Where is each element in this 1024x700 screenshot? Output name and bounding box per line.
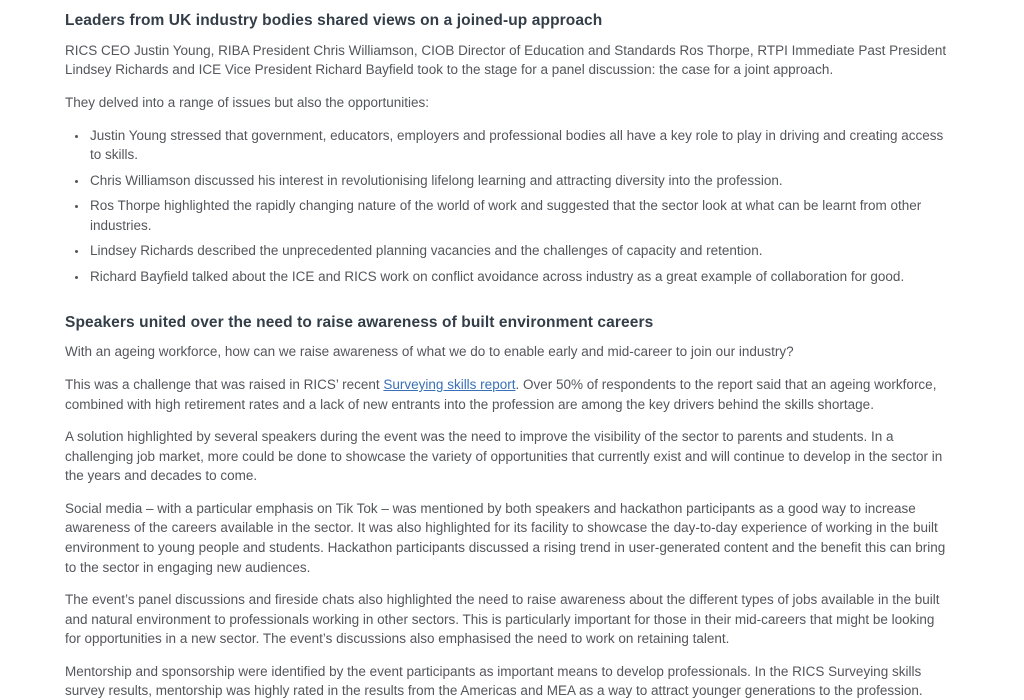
article-content xyxy=(65,0,951,700)
list-item-chris-williamson: • Chris Williamson discussed his interest in revolutionising lifelong learning and attracting diversity into the profession. xyxy=(88,171,951,191)
panel-points-list xyxy=(65,126,951,287)
skills-report-text-prefix: This was a challenge that was raised in RICS’ recent xyxy=(65,377,384,393)
paragraph-panel-intro: RICS CEO Justin Young, RIBA President Chris Williamson, CIOB Director of Education and Standards Ros Thorpe, RTPI Immediate Past President Lindsey Richards and ICE Vice President Richard Bayfield took to the stage for a panel discussion: the case for a joint approach. xyxy=(65,42,947,78)
section-heading-raise-awareness: Speakers united over the need to raise awareness of built environment careers xyxy=(65,313,654,331)
list-item-ros-thorpe: • Ros Thorpe highlighted the rapidly changing nature of the world of work and suggested that the sector look at what can be learnt from other industries. xyxy=(88,196,951,235)
list-item-justin-young: • Justin Young stressed that government, educators, employers and professional bodies all have a key role to play in driving and creating access to skills. xyxy=(88,126,951,165)
list-item-lindsey-richards: • Lindsey Richards described the unprecedented planning vacancies and the challenges of capacity and retention. xyxy=(88,241,951,261)
skills-report-text-suffix: . Over 50% of respondents to the report said that an ageing workforce, combined with high retirement rates and a lack of new entrants into the profession are among the key drivers behind the skills shortage. xyxy=(65,377,937,412)
list-item-richard-bayfield: • Richard Bayfield talked about the ICE and RICS work on conflict avoidance across industry as a great example of collaboration for good. xyxy=(88,267,951,287)
paragraph-visibility-solution: A solution highlighted by several speakers during the event was the need to improve the visibility of the sector to parents and students. In a challenging job market, more could be done to showcase the variety of opportunities that currently exist and will continue to develop in the sector in the years and decades to come. xyxy=(65,429,943,484)
paragraph-skills-report xyxy=(65,375,951,414)
paragraph-issues-opportunities: They delved into a range of issues but also the opportunities: xyxy=(65,95,429,111)
surveying-skills-report-link[interactable]: Surveying skills report xyxy=(383,377,516,393)
paragraph-mentorship: Mentorship and sponsorship were identified by the event participants as important means to develop professionals. In the RICS Surveying skills survey results, mentorship was highly rated in the results from the Americas and MEA as a way to attract younger generations to the profession. xyxy=(65,663,923,699)
section-heading-joined-up-approach: Leaders from UK industry bodies shared views on a joined-up approach xyxy=(65,12,603,29)
paragraph-ageing-workforce: With an ageing workforce, how can we raise awareness of what we do to enable early and mid-career to join our industry? xyxy=(65,344,794,360)
paragraph-social-media: Social media – with a particular emphasis on Tik Tok – was mentioned by both speakers and hackathon participants as a good way to increase awareness of the careers available in the sector. It was also highlighted for its facility to showcase the day-to-day experience of working in the built environment to young people and students. Hackathon participants discussed a rising trend in user-generated content and the benefit this can bring to the sector in engaging new audiences. xyxy=(65,500,946,575)
paragraph-fireside-chats: The event’s panel discussions and fireside chats also highlighted the need to raise awareness about the different types of jobs available in the built and natural environment to professionals working in other sectors. This is particularly important for those in their mid-careers that might be looking for opportunities in a new sector. The event’s discussions also emphasised the need to work on retaining talent. xyxy=(65,592,940,647)
